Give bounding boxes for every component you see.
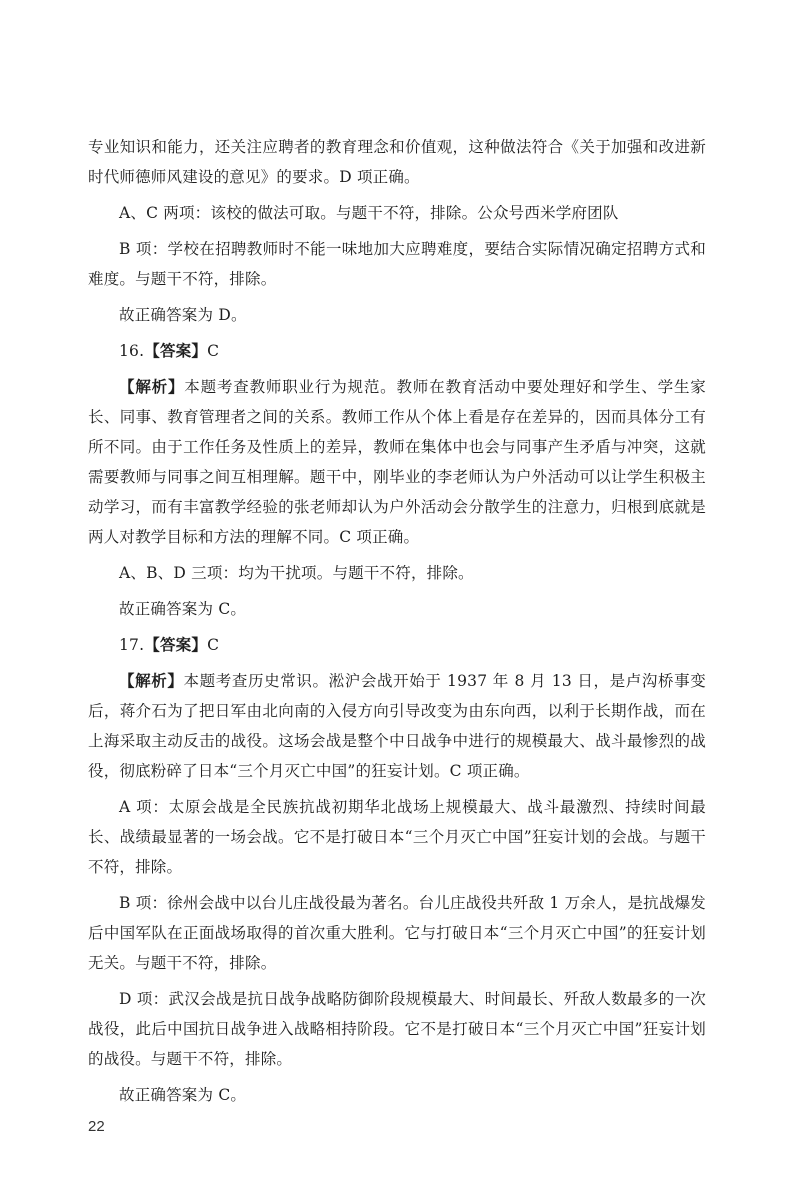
paragraph-text: 故正确答案为 C。 (119, 600, 247, 618)
paragraph-text: A 项：太原会战是全民族抗战初期华北战场上规模最大、战斗最激烈、持续时间最长、战绩最显著的一场会战。它不是打破日本“三个月灭亡中国”狂妄计划的会战。与题干不符，排除。 (88, 798, 706, 876)
paragraph-conclusion (88, 300, 706, 330)
analysis-paragraph-16 (88, 372, 706, 552)
question-number: 17. (119, 636, 145, 654)
paragraph-option-a (88, 792, 706, 882)
answer-value: C (207, 636, 220, 654)
analysis-paragraph-17 (88, 666, 706, 786)
answer-line-17 (88, 630, 706, 660)
paragraph-option-b (88, 234, 706, 294)
paragraph-option-d (88, 984, 706, 1074)
paragraph-text: B 项：徐州会战中以台儿庄战役最为著名。台儿庄战役共歼敌 1 万余人，是抗战爆发后中国军队在正面战场取得的首次重大胜利。它与打破日本“三个月灭亡中国”的狂妄计划无关。与题干不符，排除。 (88, 894, 706, 972)
paragraph-text: 故正确答案为 C。 (119, 1086, 247, 1104)
paragraph-option-b (88, 888, 706, 978)
paragraph-continuation (88, 132, 706, 192)
answer-value: C (207, 342, 220, 360)
answer-label: 【答案】 (144, 341, 208, 360)
paragraph-conclusion (88, 594, 706, 624)
answer-label: 【答案】 (144, 635, 208, 654)
paragraph-option-abd (88, 558, 706, 588)
paragraph-text: D 项：武汉会战是抗日战争战略防御阶段规模最大、时间最长、歼敌人数最多的一次战役，此后中国抗日战争进入战略相持阶段。它不是打破日本“三个月灭亡中国”狂妄计划的战役。与题干不符，排除。 (88, 990, 706, 1068)
paragraph-text: B 项：学校在招聘教师时不能一味地加大应聘难度，要结合实际情况确定招聘方式和难度。与题干不符，排除。 (88, 240, 706, 288)
answer-line-16 (88, 336, 706, 366)
analysis-label: 【解析】 (119, 377, 185, 396)
page-number: 22 (88, 1118, 105, 1135)
paragraph-text: A、B、D 三项：均为干扰项。与题干不符，排除。 (119, 564, 474, 582)
paragraph-conclusion (88, 1080, 706, 1110)
paragraph-option-ac (88, 198, 706, 228)
paragraph-text: 故正确答案为 D。 (119, 306, 247, 324)
question-number: 16. (119, 342, 145, 360)
page-content (88, 132, 706, 1116)
paragraph-text: 专业知识和能力，还关注应聘者的教育理念和价值观，这种做法符合《关于加强和改进新时代师德师风建设的意见》的要求。D 项正确。 (88, 138, 706, 186)
paragraph-text: A、C 两项：该校的做法可取。与题干不符，排除。公众号西米学府团队 (119, 204, 619, 222)
analysis-text: 本题考查教师职业行为规范。教师在教育活动中要处理好和学生、学生家长、同事、教育管理者之间的关系。教师工作从个体上看是存在差异的，因而具体分工有所不同。由于工作任务及性质上的差异，教师在集体中也会与同事产生矛盾与冲突，这就需要教师与同事之间互相理解。题干中，刚毕业的李老师认为户外活动可以让学生积极主动学习，而有丰富教学经验的张老师却认为户外活动会分散学生的注意力，归根到底就是两人对教学目标和方法的理解不同。C 项正确。 (88, 378, 706, 546)
analysis-label: 【解析】 (119, 671, 184, 690)
analysis-text: 本题考查历史常识。淞沪会战开始于 1937 年 8 月 13 日，是卢沟桥事变后，蒋介石为了把日军由北向南的入侵方向引导改变为由东向西，以利于长期作战，而在上海采取主动反击的战役。这场会战是整个中日战争中进行的规模最大、战斗最惨烈的战役，彻底粉碎了日本“三个月灭亡中国”的狂妄计划。C 项正确。 (88, 672, 706, 780)
